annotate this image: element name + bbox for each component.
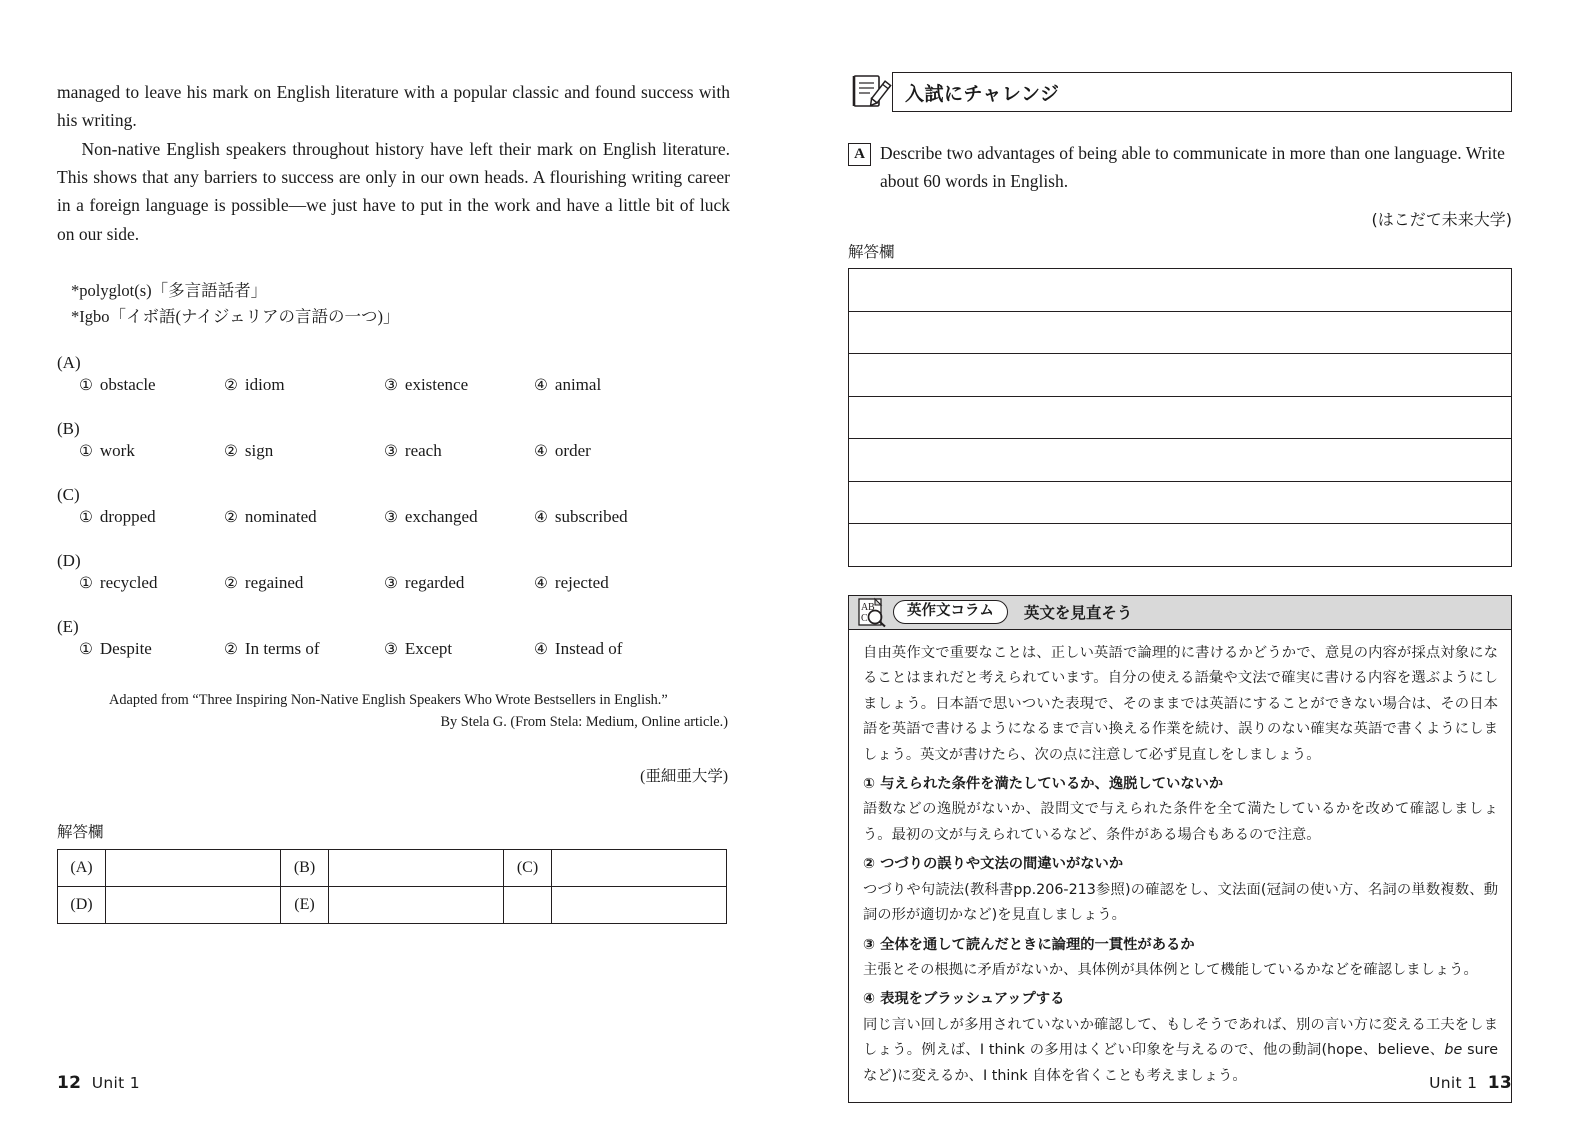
answer-input-c[interactable] bbox=[552, 849, 727, 886]
challenge-header bbox=[848, 72, 1512, 112]
choice-number-icon: ② bbox=[224, 509, 238, 527]
prompt-block bbox=[848, 140, 1512, 195]
question-b-choices bbox=[79, 441, 730, 461]
answer-input-e[interactable] bbox=[329, 886, 504, 923]
column-item-3-body: 主張とその根拠に矛盾がないか、具体例が具体例として機能しているかなどを確認しましょう。 bbox=[863, 962, 1478, 979]
choice-label: Instead of bbox=[554, 639, 623, 659]
choice-label: recycled bbox=[99, 573, 158, 593]
composition-line[interactable] bbox=[849, 397, 1511, 440]
right-answer-label: 解答欄 bbox=[848, 243, 895, 262]
reading-passage bbox=[57, 78, 730, 248]
composition-line[interactable] bbox=[849, 354, 1511, 397]
choice-c-3[interactable] bbox=[384, 507, 534, 527]
question-e-choices bbox=[79, 639, 730, 659]
passage-paragraph-1: managed to leave his mark on English literature with a popular classic and found success with his writing. bbox=[57, 82, 730, 131]
choice-d-1[interactable] bbox=[79, 573, 224, 593]
choice-number-icon: ② bbox=[224, 377, 238, 395]
writing-column-body bbox=[849, 630, 1511, 1102]
choice-number-icon: ③ bbox=[384, 509, 398, 527]
choice-b-1[interactable] bbox=[79, 441, 224, 461]
question-d-choices bbox=[79, 573, 730, 593]
glossary-note-1: *polyglot(s)「多言語話者」 bbox=[71, 281, 268, 301]
choice-label: nominated bbox=[244, 507, 317, 527]
composition-line[interactable] bbox=[849, 524, 1511, 567]
choice-e-4[interactable] bbox=[534, 639, 684, 659]
svg-text:A: A bbox=[861, 601, 869, 613]
right-unit-label: Unit 1 bbox=[1429, 1074, 1478, 1092]
choice-number-icon: ① bbox=[79, 641, 93, 659]
source-line-1: Adapted from “Three Inspiring Non-Native English Speakers Who Wrote Bestsellers in English.” bbox=[109, 692, 668, 709]
column-item-1-body: 語数などの逸脱がないか、設問文で与えられた条件を全て満たしているかを改めて確認しましょう。最初の文が与えられているなど、条件がある場合もあるので注意。 bbox=[863, 801, 1498, 843]
choice-number-icon: ④ bbox=[534, 443, 548, 461]
question-e-label: (E) bbox=[57, 617, 79, 637]
choice-label: obstacle bbox=[99, 375, 156, 395]
choice-number-icon: ① bbox=[79, 377, 93, 395]
choice-a-4[interactable] bbox=[534, 375, 684, 395]
choice-a-1[interactable] bbox=[79, 375, 224, 395]
question-a bbox=[57, 353, 730, 395]
choice-label: existence bbox=[404, 375, 469, 395]
column-item-4-italic: be bbox=[1444, 1042, 1463, 1059]
choice-label: In terms of bbox=[244, 639, 320, 659]
choice-number-icon: ① bbox=[79, 443, 93, 461]
answer-input-a[interactable] bbox=[106, 849, 281, 886]
answer-key-c: (C) bbox=[504, 849, 552, 886]
column-item-2-body: つづりや句読法(教科書pp.206-213参照)の確認をし、文法面(冠詞の使い方、名詞の単数複数、動詞の形が適切かなど)を見直しましょう。 bbox=[863, 881, 1498, 924]
left-university-credit: (亜細亜大学) bbox=[640, 767, 728, 785]
question-d bbox=[57, 551, 730, 593]
question-c bbox=[57, 485, 730, 527]
question-a-choices bbox=[79, 375, 730, 395]
question-c-label: (C) bbox=[57, 485, 80, 505]
answer-grid bbox=[57, 849, 727, 924]
column-item-4-body bbox=[863, 1013, 1498, 1089]
choice-number-icon: ③ bbox=[384, 575, 398, 593]
table-row bbox=[58, 849, 727, 886]
column-item-4-part2: sure など)に変えるか、I think 自体を省くことも考えましょう。 bbox=[863, 1042, 1499, 1084]
choice-a-3[interactable] bbox=[384, 375, 534, 395]
choice-number-icon: ③ bbox=[384, 443, 398, 461]
choice-number-icon: ④ bbox=[534, 575, 548, 593]
left-footer bbox=[57, 1073, 140, 1093]
composition-line[interactable] bbox=[849, 312, 1511, 355]
choice-label: idiom bbox=[244, 375, 285, 395]
glossary-notes bbox=[71, 278, 730, 329]
glossary-note-2: *Igbo「イボ語(ナイジェリアの言語の一つ)」 bbox=[71, 306, 400, 326]
right-page-number: 13 bbox=[1487, 1073, 1512, 1093]
choice-b-2[interactable] bbox=[224, 441, 384, 461]
passage-paragraph-2: Non-native English speakers throughout history have left their mark on English literature. This shows that any barriers to success are only in our own heads. A flourishing writing career in a foreign language is possible—we just have to put in the work and have a little bit of luck on our side. bbox=[57, 138, 730, 244]
writing-column-header bbox=[849, 596, 1511, 630]
column-pill-label: 英作文コラム bbox=[893, 600, 1008, 624]
composition-line[interactable] bbox=[849, 482, 1511, 525]
choice-number-icon: ④ bbox=[534, 509, 548, 527]
challenge-title: 入試にチャレンジ bbox=[892, 72, 1512, 112]
choice-label: exchanged bbox=[404, 507, 478, 527]
answer-key-e: (E) bbox=[281, 886, 329, 923]
empty-cell bbox=[504, 886, 552, 923]
choice-number-icon: ② bbox=[224, 443, 238, 461]
question-b-label: (B) bbox=[57, 419, 80, 439]
svg-text:B: B bbox=[868, 601, 875, 613]
choice-number-icon: ② bbox=[224, 575, 238, 593]
question-c-choices bbox=[79, 507, 730, 527]
choice-label: subscribed bbox=[554, 507, 628, 527]
column-item-3-head: ③ 全体を通して読んだときに論理的一貫性があるか bbox=[863, 936, 1195, 953]
choice-e-1[interactable] bbox=[79, 639, 224, 659]
svg-text:C: C bbox=[861, 612, 868, 624]
choice-d-3[interactable] bbox=[384, 573, 534, 593]
choice-d-4[interactable] bbox=[534, 573, 684, 593]
choice-b-3[interactable] bbox=[384, 441, 534, 461]
answer-key-d: (D) bbox=[58, 886, 106, 923]
right-footer bbox=[1429, 1073, 1512, 1093]
choice-c-1[interactable] bbox=[79, 507, 224, 527]
answer-key-b: (B) bbox=[281, 849, 329, 886]
choice-number-icon: ③ bbox=[384, 377, 398, 395]
right-page bbox=[790, 0, 1580, 1135]
answer-input-d[interactable] bbox=[106, 886, 281, 923]
choice-a-2[interactable] bbox=[224, 375, 384, 395]
column-intro: 自由英作文で重要なことは、正しい英語で論理的に書けるかどうかで、意見の内容が採点対象になることはまれだと考えられています。自分の使える語彙や文法で確実に書ける内容を選ぶようにしましょう。日本語で思いついた表現で、そのままでは英語にすることができない場合は、その日本語を英語で書けるようになるまで言い換える作業を続け、誤りのない確実な英語で書くようにしましょう。英文が書けたら、次の点に注意して必ず見直しをしましょう。 bbox=[863, 644, 1498, 763]
choice-number-icon: ① bbox=[79, 509, 93, 527]
choice-c-2[interactable] bbox=[224, 507, 384, 527]
choice-e-3[interactable] bbox=[384, 639, 534, 659]
prompt-badge: A bbox=[848, 143, 871, 166]
column-item-4-part1: 同じ言い回しが多用されていないか確認して、もしそうであれば、別の言い方に変える工夫をしましょう。例えば、I think の多用はくどい印象を与えるので、他の動詞(hope、believe、 bbox=[863, 1016, 1498, 1059]
choice-label: work bbox=[99, 441, 135, 461]
left-answer-label: 解答欄 bbox=[57, 823, 104, 841]
question-b bbox=[57, 419, 730, 461]
choice-label: rejected bbox=[554, 573, 609, 593]
choice-label: Despite bbox=[99, 639, 152, 659]
choice-label: order bbox=[554, 441, 591, 461]
column-item-1-head: ① 与えられた条件を満たしているか、逸脱していないか bbox=[863, 775, 1224, 792]
choice-number-icon: ④ bbox=[534, 641, 548, 659]
right-university-credit: (はこだて未来大学) bbox=[1371, 210, 1512, 230]
choice-label: regarded bbox=[404, 573, 465, 593]
question-d-label: (D) bbox=[57, 551, 81, 571]
column-title: 英文を見直そう bbox=[1023, 604, 1133, 623]
composition-answer-grid[interactable] bbox=[848, 268, 1512, 567]
choice-label: dropped bbox=[99, 507, 156, 527]
table-row bbox=[58, 886, 727, 923]
prompt-text: Describe two advantages of being able to communicate in more than one language. Write about 60 words in English. bbox=[880, 143, 1505, 191]
choice-number-icon: ④ bbox=[534, 377, 548, 395]
answer-key-a: (A) bbox=[58, 849, 106, 886]
composition-line[interactable] bbox=[849, 269, 1511, 312]
question-e bbox=[57, 617, 730, 659]
choice-number-icon: ① bbox=[79, 575, 93, 593]
left-page-number: 12 bbox=[57, 1073, 82, 1093]
choice-label: animal bbox=[554, 375, 602, 395]
choice-d-2[interactable] bbox=[224, 573, 384, 593]
answer-input-b[interactable] bbox=[329, 849, 504, 886]
choice-number-icon: ③ bbox=[384, 641, 398, 659]
abc-magnifier-icon bbox=[853, 597, 893, 628]
passage-source bbox=[57, 689, 730, 733]
choice-label: reach bbox=[404, 441, 442, 461]
choice-label: Except bbox=[404, 639, 453, 659]
source-line-2: By Stela G. (From Stela: Medium, Online article.) bbox=[440, 714, 728, 731]
column-item-4-head: ④ 表現をブラッシュアップする bbox=[863, 991, 1065, 1008]
choice-label: regained bbox=[244, 573, 304, 593]
question-a-label: (A) bbox=[57, 353, 81, 373]
notebook-pencil-icon bbox=[848, 72, 892, 112]
column-item-2-head: ② つづりの誤りや文法の間違いがないか bbox=[863, 856, 1124, 873]
writing-column-box bbox=[848, 595, 1512, 1103]
choice-label: sign bbox=[244, 441, 274, 461]
left-unit-label: Unit 1 bbox=[91, 1074, 140, 1092]
empty-cell bbox=[552, 886, 727, 923]
choice-b-4[interactable] bbox=[534, 441, 684, 461]
choice-e-2[interactable] bbox=[224, 639, 384, 659]
choice-number-icon: ② bbox=[224, 641, 238, 659]
choice-c-4[interactable] bbox=[534, 507, 684, 527]
composition-line[interactable] bbox=[849, 439, 1511, 482]
